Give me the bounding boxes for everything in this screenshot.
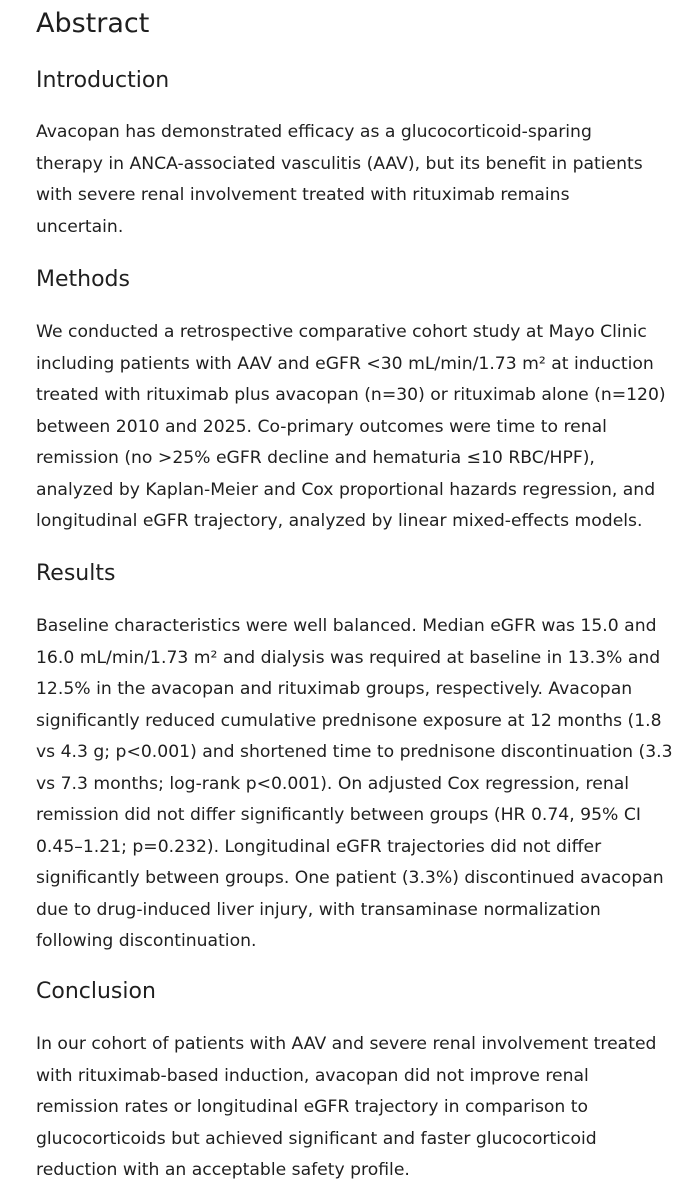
text-line: glucocorticoids but achieved significant and faster glucocorticoid (36, 1128, 597, 1149)
text-line: between 2010 and 2025. Co-primary outcomes were time to renal (36, 416, 607, 437)
text-line: Baseline characteristics were well balanced. Median eGFR was 15.0 and (36, 616, 657, 636)
methods-heading: Methods (36, 267, 130, 292)
text-line: remission (no >25% eGFR decline and hematuria ≤10 RBC/HPF), (36, 448, 595, 468)
text-line: analyzed by Kaplan-Meier and Cox proportional hazards regression, and (36, 479, 656, 500)
results-heading: Results (36, 561, 116, 586)
text-line: Avacopan has demonstrated efficacy as a glucocorticoid-sparing (36, 122, 592, 142)
text-line: remission rates or longitudinal eGFR trajectory in comparison to (36, 1097, 589, 1117)
text-line: vs 4.3 g; p<0.001) and shortened time to prednisone discontinuation (3.3 (36, 742, 673, 762)
text-line: with severe renal involvement treated with rituximab remains (36, 185, 570, 205)
results-paragraph (36, 611, 673, 958)
text-line: longitudinal eGFR trajectory, analyzed by linear mixed-effects models. (36, 511, 643, 531)
methods-paragraph (36, 317, 666, 538)
conclusion-paragraph (36, 1029, 666, 1187)
text-line: vs 7.3 months; log-rank p<0.001). On adjusted Cox regression, renal (36, 773, 630, 794)
conclusion-heading: Conclusion (36, 979, 156, 1004)
text-line: including patients with AAV and eGFR <30 mL/min/1.73 m² at induction (36, 353, 654, 374)
text-line: uncertain. (36, 216, 124, 237)
text-line: 16.0 mL/min/1.73 m² and dialysis was required at baseline in 13.3% and (36, 647, 661, 668)
text-line: 0.45–1.21; p=0.232). Longitudinal eGFR trajectories did not differ (36, 836, 602, 857)
text-line: significantly between groups. One patient (3.3%) discontinued avacopan (36, 868, 664, 888)
text-line: due to drug-induced liver injury, with transaminase normalization (36, 899, 601, 920)
text-line: In our cohort of patients with AAV and severe renal involvement treated (36, 1034, 657, 1054)
text-line: with rituximab-based induction, avacopan did not improve renal (36, 1065, 589, 1086)
text-line: reduction with an acceptable safety profile. (36, 1160, 410, 1180)
text-line: treated with rituximab plus avacopan (n=30) or rituximab alone (n=120) (36, 385, 666, 405)
abstract-title: Abstract (36, 8, 150, 39)
text-line: therapy in ANCA-associated vasculitis (AAV), but its benefit in patients (36, 153, 643, 174)
introduction-heading: Introduction (36, 68, 170, 93)
text-line: We conducted a retrospective comparative cohort study at Mayo Clinic (36, 322, 647, 342)
text-line: significantly reduced cumulative prednisone exposure at 12 months (1.8 (36, 710, 662, 731)
text-line: remission did not differ significantly between groups (HR 0.74, 95% CI (36, 805, 641, 825)
introduction-paragraph (36, 117, 666, 243)
text-line: 12.5% in the avacopan and rituximab groups, respectively. Avacopan (36, 679, 633, 699)
text-line: following discontinuation. (36, 931, 257, 951)
